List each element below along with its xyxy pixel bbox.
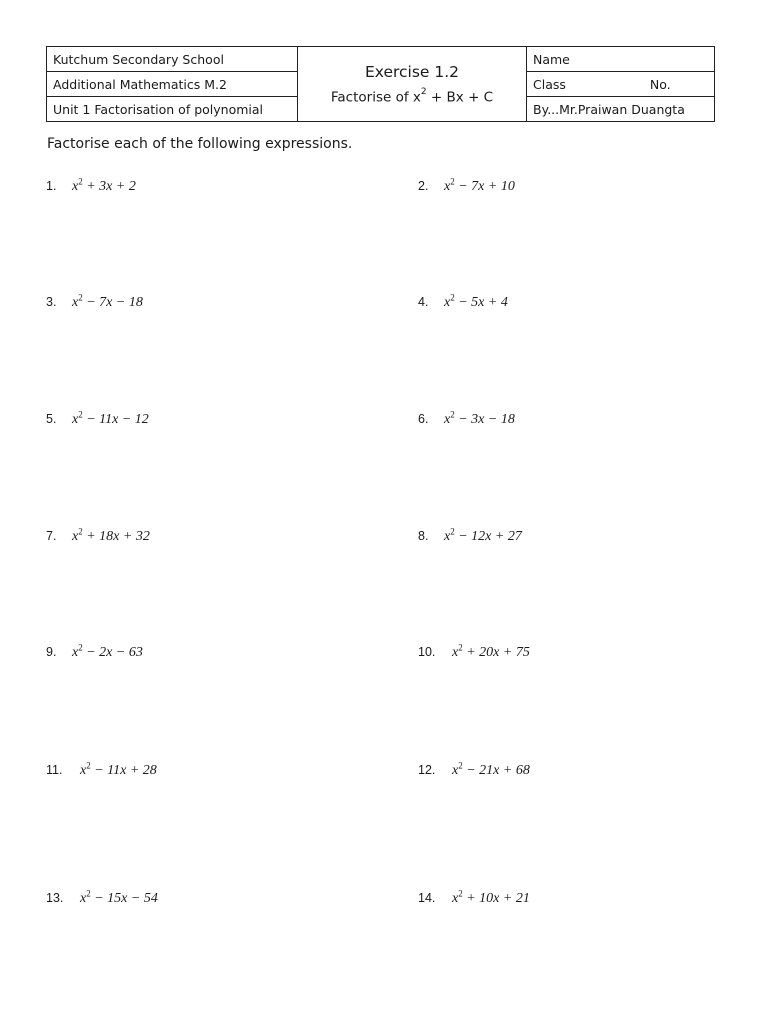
problem-number: 3. <box>46 294 57 309</box>
expression-base: x <box>444 294 451 310</box>
expression-exponent: 2 <box>450 409 455 419</box>
expression-exponent: 2 <box>450 526 455 536</box>
expression-base: x <box>452 644 459 660</box>
exercise-subtitle <box>298 86 526 106</box>
expression-exponent: 2 <box>450 292 455 302</box>
exercise-sub-base: x <box>412 89 421 106</box>
expression-base: x <box>80 890 87 906</box>
problem-number: 1. <box>46 178 57 193</box>
problem-expression <box>452 760 530 778</box>
expression-rest: − 7x − 18 <box>82 294 143 310</box>
exercise-sub-suffix: + Bx + C <box>430 89 494 106</box>
expression-exponent: 2 <box>78 409 83 419</box>
instruction-text: Factorise each of the following expressions. <box>47 136 353 152</box>
expression-base: x <box>72 178 79 194</box>
header-table <box>46 46 715 122</box>
problem-number: 14. <box>418 890 436 905</box>
problem-item <box>46 760 157 779</box>
problem-number: 12. <box>418 762 436 777</box>
problem-expression <box>72 292 143 310</box>
expression-base: x <box>452 890 459 906</box>
problem-expression <box>444 409 515 427</box>
expression-rest: − 11x − 12 <box>82 411 149 427</box>
expression-base: x <box>72 644 79 660</box>
expression-base: x <box>72 528 79 544</box>
problem-number: 7. <box>46 528 57 543</box>
problem-item <box>418 409 515 428</box>
expression-rest: − 3x − 18 <box>454 411 515 427</box>
problem-number: 10. <box>418 644 436 659</box>
expression-exponent: 2 <box>458 642 463 652</box>
problem-expression <box>72 176 136 194</box>
problem-expression <box>444 526 522 544</box>
problem-item <box>46 292 143 311</box>
expression-rest: + 18x + 32 <box>82 528 150 544</box>
class-field <box>527 72 715 97</box>
exercise-title: Exercise 1.2 <box>364 62 460 81</box>
expression-rest: + 10x + 21 <box>462 890 530 906</box>
expression-exponent: 2 <box>458 760 463 770</box>
expression-rest: − 5x + 4 <box>454 294 508 310</box>
problem-item <box>418 888 530 907</box>
exercise-heading <box>298 47 527 122</box>
problem-expression <box>72 526 150 544</box>
problem-item <box>418 642 530 661</box>
problem-item <box>46 526 150 545</box>
problem-expression <box>80 760 157 778</box>
expression-rest: − 15x − 54 <box>90 890 158 906</box>
expression-base: x <box>444 178 451 194</box>
expression-rest: − 21x + 68 <box>462 762 530 778</box>
problem-number: 5. <box>46 411 57 426</box>
problem-expression <box>80 888 158 906</box>
problem-number: 4. <box>418 294 429 309</box>
problem-number: 2. <box>418 178 429 193</box>
problem-expression <box>444 292 508 310</box>
expression-exponent: 2 <box>86 760 91 770</box>
expression-exponent: 2 <box>458 888 463 898</box>
expression-base: x <box>72 294 79 310</box>
problem-item <box>418 292 508 311</box>
school-name: Kutchum Secondary School <box>47 47 298 72</box>
expression-exponent: 2 <box>78 642 83 652</box>
expression-base: x <box>80 762 87 778</box>
expression-rest: − 11x + 28 <box>90 762 157 778</box>
expression-exponent: 2 <box>86 888 91 898</box>
expression-rest: + 3x + 2 <box>82 178 136 194</box>
problem-item <box>46 409 149 428</box>
expression-rest: − 2x − 63 <box>82 644 143 660</box>
problem-number: 8. <box>418 528 429 543</box>
subject-name: Additional Mathematics M.2 <box>47 72 298 97</box>
problem-item <box>46 888 158 907</box>
problem-number: 13. <box>46 890 64 905</box>
expression-exponent: 2 <box>450 176 455 186</box>
expression-rest: + 20x + 75 <box>462 644 530 660</box>
class-label: Class <box>533 76 566 92</box>
problem-expression <box>444 176 515 194</box>
expression-exponent: 2 <box>78 292 83 302</box>
problem-expression <box>452 888 530 906</box>
problem-item <box>418 176 515 195</box>
expression-base: x <box>72 411 79 427</box>
problem-item <box>418 526 522 545</box>
expression-rest: − 7x + 10 <box>454 178 515 194</box>
problem-item <box>418 760 530 779</box>
unit-name: Unit 1 Factorisation of polynomial <box>47 97 298 122</box>
exercise-sub-prefix: Factorise of <box>330 89 409 106</box>
expression-base: x <box>444 411 451 427</box>
exercise-sub-exp: 2 <box>420 86 427 97</box>
problem-item <box>46 642 143 661</box>
expression-base: x <box>444 528 451 544</box>
expression-base: x <box>452 762 459 778</box>
expression-exponent: 2 <box>78 176 83 186</box>
problem-expression <box>452 642 530 660</box>
problem-item <box>46 176 136 195</box>
problem-number: 6. <box>418 411 429 426</box>
name-field: Name <box>527 47 715 72</box>
expression-rest: − 12x + 27 <box>454 528 522 544</box>
problem-number: 11. <box>46 762 63 777</box>
problem-expression <box>72 409 149 427</box>
expression-exponent: 2 <box>78 526 83 536</box>
author-name: By...Mr.Praiwan Duangta <box>527 97 715 122</box>
problem-number: 9. <box>46 644 57 659</box>
no-label: No. <box>649 76 671 92</box>
problem-expression <box>72 642 143 660</box>
